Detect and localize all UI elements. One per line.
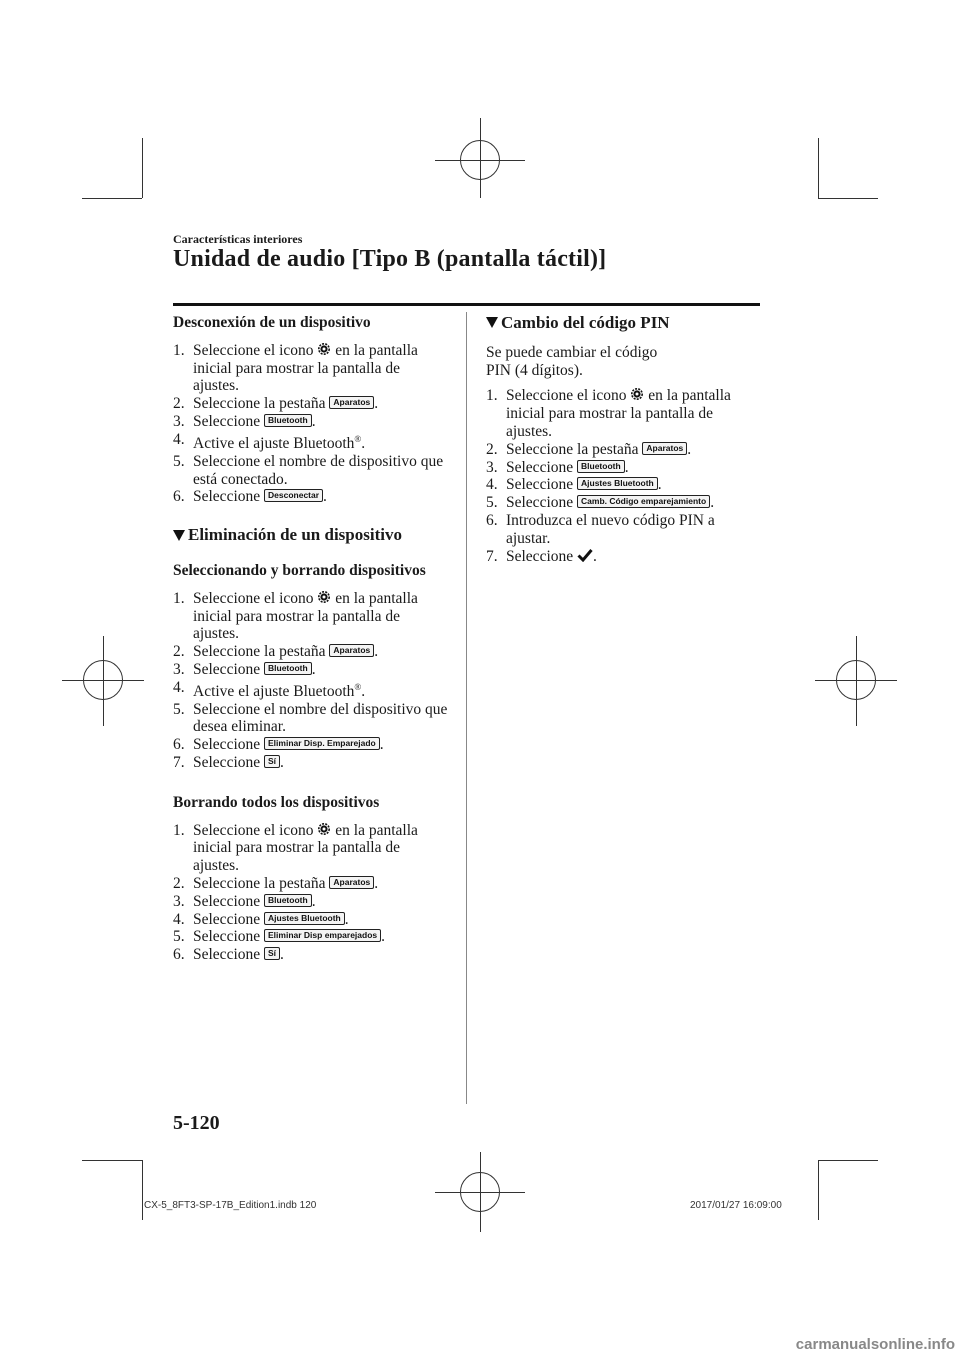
step-item	[173, 413, 448, 431]
step-text: Seleccione	[193, 412, 265, 430]
screen-button: Sí	[264, 947, 280, 960]
pin-heading-text: Cambio del código PIN	[501, 313, 670, 332]
step-item	[173, 754, 448, 772]
screen-button: Aparatos	[642, 442, 687, 455]
screen-button: Desconectar	[264, 489, 323, 502]
step-item	[173, 431, 448, 453]
step-text-end: .	[361, 434, 366, 452]
triangle-bullet-icon	[486, 317, 498, 328]
step-text: Active el ajuste Bluetooth	[193, 682, 355, 700]
screen-button: Bluetooth	[264, 414, 312, 427]
step-text: Seleccione la pestaña	[506, 440, 643, 458]
step-text-end: .	[381, 928, 386, 946]
step-text-end: en la pantalla inicial para mostrar la pantalla de ajustes.	[193, 589, 418, 643]
step-text-end: .	[280, 946, 284, 964]
column-divider	[466, 312, 467, 1104]
step-number: 5.	[486, 494, 498, 512]
screen-button: Ajustes Bluetooth	[577, 477, 658, 490]
step-item	[486, 476, 761, 494]
pin-heading	[486, 314, 761, 332]
step-item	[173, 822, 448, 875]
step-item	[173, 342, 448, 395]
step-text: Seleccione el nombre de dispositivo que está conectado.	[193, 452, 444, 488]
step-number: 6.	[173, 736, 185, 754]
step-item	[486, 494, 761, 512]
step-number: 6.	[173, 488, 185, 506]
step-item	[173, 453, 448, 489]
step-number: 6.	[486, 511, 498, 529]
step-number: 3.	[486, 458, 498, 476]
settings-gear-icon	[317, 590, 331, 604]
step-text-end: .	[280, 754, 284, 772]
screen-button: Eliminar Disp emparejados	[264, 929, 381, 942]
triangle-bullet-icon	[173, 530, 185, 541]
registered-mark: ®	[354, 681, 362, 692]
step-text-end: .	[311, 892, 316, 910]
delete-all-heading: Borrando todos los dispositivos	[173, 793, 380, 811]
step-text-end: .	[311, 412, 316, 430]
step-number: 4.	[173, 430, 185, 448]
select-delete-steps	[173, 590, 448, 772]
step-item	[173, 946, 448, 964]
footer-file-info: CX-5_8FT3-SP-17B_Edition1.indb 120	[144, 1200, 317, 1211]
step-number: 5.	[173, 452, 185, 470]
step-number: 1.	[173, 341, 185, 359]
step-text: Seleccione	[193, 754, 265, 772]
step-text: Seleccione	[193, 736, 265, 754]
page-number: 5-120	[173, 1112, 220, 1134]
step-text: Seleccione la pestaña	[193, 395, 330, 413]
step-text: Seleccione	[506, 494, 578, 512]
step-item	[173, 701, 448, 737]
settings-gear-icon	[630, 387, 644, 401]
step-text: Seleccione el icono	[193, 341, 318, 359]
screen-button: Bluetooth	[264, 662, 312, 675]
step-text-end: .	[374, 875, 379, 893]
step-text: Seleccione	[506, 458, 578, 476]
section-label: Características interiores	[173, 232, 303, 246]
left-column	[173, 314, 448, 964]
step-text-end: en la pantalla inicial para mostrar la pantalla de ajustes.	[506, 387, 731, 440]
step-number: 7.	[486, 547, 498, 565]
delete-heading	[173, 526, 448, 544]
step-number: 2.	[173, 643, 185, 661]
step-number: 3.	[173, 892, 185, 910]
step-number: 1.	[173, 821, 185, 839]
step-text: Seleccione	[193, 928, 265, 946]
step-item	[173, 661, 448, 679]
select-delete-heading: Seleccionando y borrando dispositivos	[173, 561, 426, 579]
registered-mark: ®	[354, 433, 362, 444]
settings-gear-icon	[317, 822, 331, 836]
disconnect-steps	[173, 342, 448, 506]
step-text-end: .	[374, 643, 379, 661]
screen-button: Aparatos	[329, 876, 374, 889]
pin-intro: Se puede cambiar el código PIN (4 dígitos).	[486, 343, 658, 379]
step-text: Seleccione la pestaña	[193, 875, 330, 893]
step-item	[173, 928, 448, 946]
step-text-end: .	[344, 910, 349, 928]
watermark: carmanualsonline.info	[795, 1336, 955, 1353]
step-text: Seleccione	[506, 476, 578, 494]
step-text-end: .	[593, 547, 597, 565]
step-item	[173, 736, 448, 754]
step-item	[486, 441, 761, 459]
step-text: Seleccione el icono	[506, 387, 631, 405]
step-item	[173, 679, 448, 701]
screen-button: Camb. Código emparejamiento	[577, 495, 710, 508]
step-text-end: .	[687, 440, 692, 458]
step-item	[173, 488, 448, 506]
step-text: Seleccione	[193, 946, 265, 964]
step-text: Active el ajuste Bluetooth	[193, 434, 355, 452]
page-title: Unidad de audio [Tipo B (pantalla táctil)]	[173, 246, 607, 272]
step-text: Seleccione la pestaña	[193, 643, 330, 661]
screen-button: Bluetooth	[264, 894, 312, 907]
step-text: Seleccione	[506, 547, 578, 565]
step-text-end: .	[379, 736, 384, 754]
step-item	[173, 911, 448, 929]
step-item	[486, 512, 761, 548]
step-item	[486, 548, 761, 566]
screen-button: Sí	[264, 755, 280, 768]
step-text-end: .	[374, 395, 379, 413]
screen-button: Ajustes Bluetooth	[264, 912, 345, 925]
step-number: 4.	[486, 476, 498, 494]
step-text: Seleccione el icono	[193, 821, 318, 839]
step-number: 2.	[486, 440, 498, 458]
step-number: 4.	[173, 678, 185, 696]
step-text-end: .	[361, 682, 366, 700]
step-text-end: .	[657, 476, 662, 494]
step-number: 6.	[173, 946, 185, 964]
step-text: Seleccione	[193, 660, 265, 678]
step-number: 1.	[173, 589, 185, 607]
step-item	[173, 395, 448, 413]
delete-all-steps	[173, 822, 448, 964]
step-text-end: .	[624, 458, 629, 476]
title-rule	[173, 303, 760, 306]
pin-steps	[486, 387, 761, 565]
screen-button: Aparatos	[329, 644, 374, 657]
step-number: 7.	[173, 754, 185, 772]
step-item	[173, 643, 448, 661]
step-text: Seleccione	[193, 488, 265, 506]
step-number: 3.	[173, 412, 185, 430]
step-text: Seleccione	[193, 892, 265, 910]
step-text: Seleccione	[193, 910, 265, 928]
step-text: Seleccione el nombre del dispositivo que desea eliminar.	[193, 700, 448, 736]
screen-button: Eliminar Disp. Emparejado	[264, 737, 380, 750]
step-text-end: .	[323, 488, 327, 506]
right-column	[486, 314, 761, 565]
step-number: 2.	[173, 395, 185, 413]
screen-button: Aparatos	[329, 396, 374, 409]
step-item	[486, 387, 761, 440]
step-number: 4.	[173, 910, 185, 928]
step-number: 1.	[486, 387, 498, 405]
checkmark-icon	[577, 548, 593, 562]
step-item	[486, 459, 761, 477]
settings-gear-icon	[317, 342, 331, 356]
step-number: 5.	[173, 928, 185, 946]
delete-heading-text: Eliminación de un dispositivo	[188, 525, 402, 545]
screen-button: Bluetooth	[577, 460, 625, 473]
step-text: Seleccione el icono	[193, 589, 318, 607]
step-text-end: .	[710, 494, 715, 512]
step-number: 3.	[173, 660, 185, 678]
step-item	[173, 893, 448, 911]
step-item	[173, 590, 448, 643]
step-text-end: en la pantalla inicial para mostrar la pantalla de ajustes.	[193, 341, 418, 395]
footer-date: 2017/01/27 16:09:00	[690, 1200, 782, 1211]
step-item	[173, 875, 448, 893]
step-number: 2.	[173, 875, 185, 893]
step-text: Introduzca el nuevo código PIN a ajustar.	[506, 511, 715, 547]
step-text-end: .	[311, 660, 316, 678]
step-text-end: en la pantalla inicial para mostrar la pantalla de ajustes.	[193, 821, 418, 875]
step-number: 5.	[173, 700, 185, 718]
disconnect-heading: Desconexión de un dispositivo	[173, 314, 371, 331]
